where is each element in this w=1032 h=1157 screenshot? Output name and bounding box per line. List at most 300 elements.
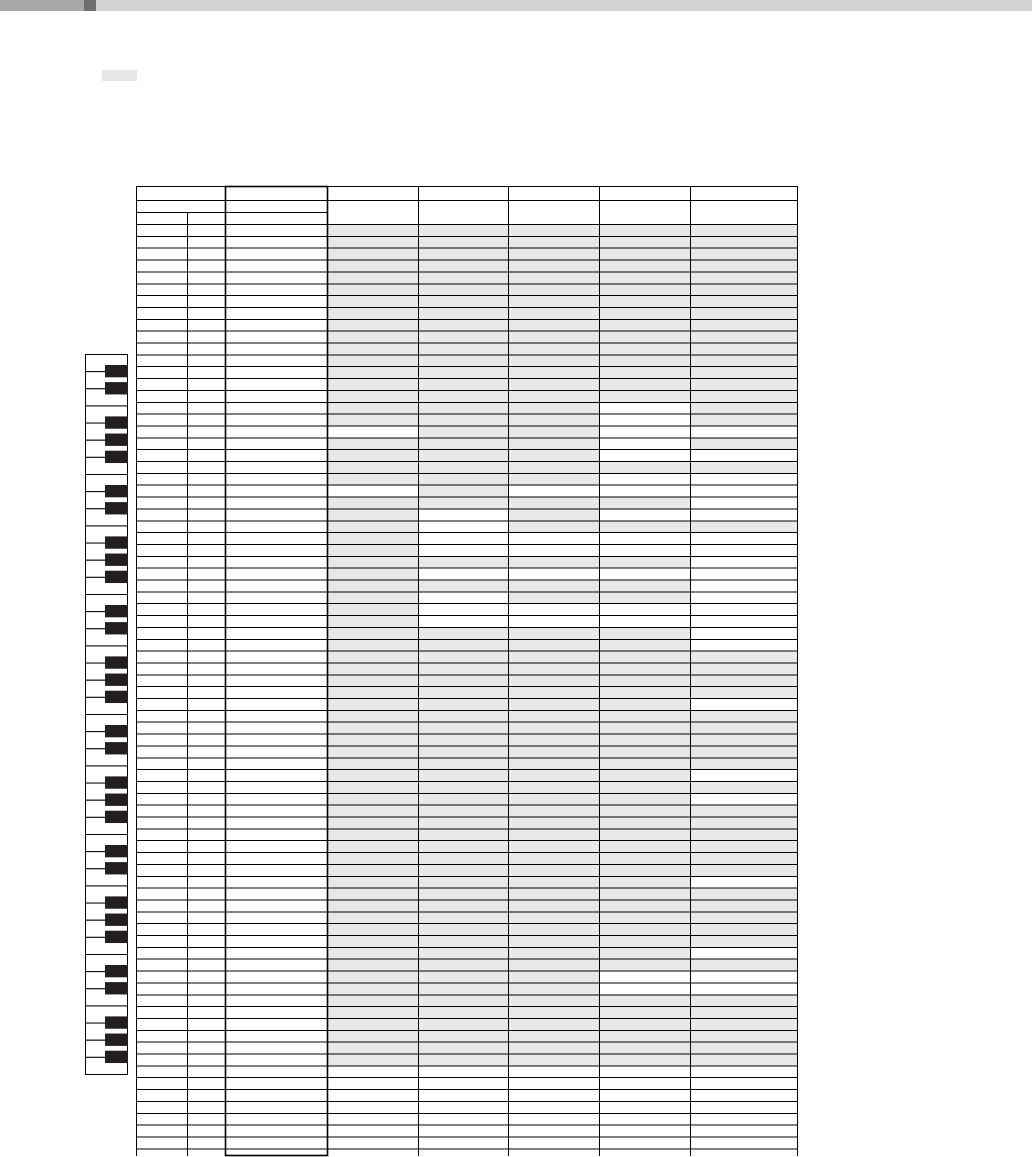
shaded-cell	[328, 805, 419, 817]
shaded-cell	[509, 864, 600, 876]
shaded-cell	[600, 959, 691, 971]
shaded-cell	[691, 734, 798, 746]
shaded-cell	[691, 912, 798, 924]
shaded-cell	[509, 343, 600, 355]
shaded-cell	[691, 722, 798, 734]
shaded-cell	[419, 497, 509, 509]
shaded-cell	[691, 710, 798, 722]
shaded-cell	[509, 817, 600, 829]
shaded-cell	[328, 734, 419, 746]
shaded-cell	[328, 853, 419, 865]
header-bar	[0, 0, 1032, 11]
black-key	[105, 862, 128, 874]
shaded-cell	[419, 841, 509, 853]
shaded-cell	[509, 663, 600, 675]
piano-keyboard	[85, 354, 128, 1074]
shaded-cell	[328, 781, 419, 793]
shaded-cell	[600, 236, 691, 248]
black-key	[105, 382, 128, 394]
shaded-cell	[328, 604, 419, 616]
shaded-cell	[691, 402, 798, 414]
shaded-cell	[419, 639, 509, 651]
shaded-cell	[691, 781, 798, 793]
shaded-cell	[328, 663, 419, 675]
black-key	[105, 571, 128, 583]
shaded-cell	[600, 343, 691, 355]
shaded-cell	[328, 758, 419, 770]
shaded-cell	[600, 781, 691, 793]
shaded-cell	[509, 829, 600, 841]
black-key	[105, 914, 128, 926]
shaded-cell	[691, 805, 798, 817]
black-key	[105, 434, 128, 446]
black-key	[105, 896, 128, 908]
shaded-cell	[419, 379, 509, 391]
shaded-cell	[691, 841, 798, 853]
shaded-cell	[600, 580, 691, 592]
header-tab-accent	[84, 0, 96, 11]
shaded-cell	[600, 521, 691, 533]
shaded-cell	[509, 438, 600, 450]
shaded-cell	[509, 805, 600, 817]
shaded-cell	[419, 817, 509, 829]
shaded-cell	[509, 1042, 600, 1054]
shaded-cell	[509, 995, 600, 1007]
shaded-cell	[600, 805, 691, 817]
shaded-cell	[419, 936, 509, 948]
shaded-cell	[328, 959, 419, 971]
shaded-cell	[328, 924, 419, 936]
shaded-cell	[691, 853, 798, 865]
black-key	[105, 982, 128, 994]
shaded-cell	[509, 651, 600, 663]
table-shading	[328, 225, 798, 1066]
shaded-cell	[509, 592, 600, 604]
shaded-cell	[328, 936, 419, 948]
shaded-cell	[509, 770, 600, 782]
shaded-cell	[600, 331, 691, 343]
shaded-cell	[600, 651, 691, 663]
shaded-cell	[691, 817, 798, 829]
shaded-cell	[328, 521, 419, 533]
shaded-cell	[600, 722, 691, 734]
shaded-cell	[691, 284, 798, 296]
shaded-cell	[600, 817, 691, 829]
shaded-cell	[691, 888, 798, 900]
shaded-cell	[691, 236, 798, 248]
shaded-cell	[328, 864, 419, 876]
shaded-cell	[600, 876, 691, 888]
shaded-cell	[509, 319, 600, 331]
shaded-cell	[600, 900, 691, 912]
shaded-cell	[691, 829, 798, 841]
shaded-cell	[419, 462, 509, 474]
shaded-cell	[691, 379, 798, 391]
shaded-cell	[419, 272, 509, 284]
shaded-cell	[509, 497, 600, 509]
shaded-cell	[600, 592, 691, 604]
black-key	[105, 674, 128, 686]
shaded-cell	[419, 912, 509, 924]
shaded-cell	[419, 307, 509, 319]
shaded-cell	[600, 758, 691, 770]
shaded-cell	[509, 710, 600, 722]
shaded-cell	[509, 272, 600, 284]
shaded-cell	[600, 307, 691, 319]
shaded-cell	[509, 841, 600, 853]
shaded-cell	[509, 781, 600, 793]
shaded-cell	[328, 580, 419, 592]
shaded-cell	[419, 556, 509, 568]
shaded-cell	[328, 983, 419, 995]
shaded-cell	[328, 912, 419, 924]
shaded-cell	[691, 687, 798, 699]
shaded-cell	[691, 746, 798, 758]
shaded-cell	[328, 746, 419, 758]
shaded-cell	[600, 627, 691, 639]
shaded-cell	[328, 971, 419, 983]
shaded-cell	[691, 438, 798, 450]
shaded-cell	[691, 343, 798, 355]
black-key	[105, 725, 128, 737]
shaded-cell	[600, 888, 691, 900]
shaded-cell	[600, 675, 691, 687]
shaded-cell	[328, 1007, 419, 1019]
shaded-cell	[328, 450, 419, 462]
shaded-cell	[328, 544, 419, 556]
shaded-cell	[419, 971, 509, 983]
shaded-cell	[509, 699, 600, 711]
shaded-cell	[419, 1054, 509, 1066]
shaded-cell	[600, 379, 691, 391]
shaded-cell	[509, 627, 600, 639]
shaded-cell	[509, 746, 600, 758]
shaded-cell	[419, 829, 509, 841]
black-key	[105, 794, 128, 806]
shaded-cell	[419, 663, 509, 675]
black-key	[105, 365, 128, 377]
shaded-cell	[419, 1007, 509, 1019]
shaded-cell	[691, 1042, 798, 1054]
black-key	[105, 605, 128, 617]
shaded-cell	[328, 888, 419, 900]
shaded-cell	[328, 379, 419, 391]
shaded-cell	[600, 936, 691, 948]
black-key	[105, 656, 128, 668]
shaded-cell	[600, 853, 691, 865]
shaded-cell	[328, 675, 419, 687]
shaded-cell	[509, 1054, 600, 1066]
shaded-cell	[328, 722, 419, 734]
shaded-cell	[509, 225, 600, 237]
shaded-cell	[419, 343, 509, 355]
shaded-cell	[509, 414, 600, 426]
shaded-cell	[419, 260, 509, 272]
shaded-cell	[600, 734, 691, 746]
shaded-cell	[509, 734, 600, 746]
shaded-cell	[600, 829, 691, 841]
shaded-cell	[691, 272, 798, 284]
shaded-cell	[419, 236, 509, 248]
shaded-cell	[419, 734, 509, 746]
black-key	[105, 502, 128, 514]
shaded-cell	[419, 485, 509, 497]
shaded-cell	[691, 307, 798, 319]
shaded-cell	[419, 959, 509, 971]
shaded-cell	[419, 1030, 509, 1042]
shaded-cell	[600, 864, 691, 876]
shaded-cell	[600, 639, 691, 651]
shaded-cell	[509, 284, 600, 296]
shaded-cell	[328, 497, 419, 509]
black-key	[105, 931, 128, 943]
shaded-cell	[419, 473, 509, 485]
shaded-cell	[419, 876, 509, 888]
shaded-cell	[328, 876, 419, 888]
shaded-cell	[419, 284, 509, 296]
shaded-cell	[600, 687, 691, 699]
shaded-cell	[419, 888, 509, 900]
highlight-column-frame	[226, 187, 328, 1156]
shaded-cell	[509, 722, 600, 734]
shaded-cell	[509, 296, 600, 308]
shaded-cell	[509, 355, 600, 367]
shaded-cell	[691, 663, 798, 675]
shaded-cell	[691, 1030, 798, 1042]
shaded-cell	[600, 556, 691, 568]
shaded-cell	[509, 675, 600, 687]
shaded-cell	[419, 426, 509, 438]
shaded-cell	[600, 1007, 691, 1019]
shaded-cell	[509, 473, 600, 485]
shaded-cell	[328, 236, 419, 248]
shaded-cell	[328, 414, 419, 426]
shaded-cell	[328, 319, 419, 331]
shaded-cell	[600, 497, 691, 509]
shaded-cell	[328, 462, 419, 474]
shaded-cell	[328, 402, 419, 414]
shaded-cell	[509, 450, 600, 462]
shaded-cell	[328, 1018, 419, 1030]
shaded-cell	[600, 947, 691, 959]
shaded-cell	[328, 248, 419, 260]
shaded-cell	[691, 260, 798, 272]
shaded-cell	[600, 912, 691, 924]
shaded-cell	[509, 924, 600, 936]
black-key	[105, 776, 128, 788]
shaded-cell	[419, 627, 509, 639]
shaded-cell	[509, 556, 600, 568]
shaded-cell	[328, 841, 419, 853]
shaded-cell	[509, 260, 600, 272]
shaded-cell	[509, 236, 600, 248]
black-key	[105, 1051, 128, 1063]
shaded-cell	[328, 1042, 419, 1054]
shaded-cell	[328, 533, 419, 545]
shaded-cell	[691, 390, 798, 402]
shaded-cell	[328, 1054, 419, 1066]
shaded-cell	[600, 225, 691, 237]
shaded-cell	[328, 710, 419, 722]
black-key	[105, 536, 128, 548]
shaded-cell	[691, 331, 798, 343]
shaded-cell	[600, 390, 691, 402]
shaded-cell	[509, 853, 600, 865]
shaded-cell	[328, 616, 419, 628]
shaded-cell	[509, 758, 600, 770]
shaded-cell	[328, 829, 419, 841]
shaded-cell	[509, 390, 600, 402]
shaded-cell	[328, 284, 419, 296]
shaded-cell	[600, 770, 691, 782]
shaded-cell	[691, 1018, 798, 1030]
black-key	[105, 965, 128, 977]
shaded-cell	[328, 995, 419, 1007]
shaded-cell	[419, 296, 509, 308]
shaded-cell	[419, 900, 509, 912]
section-label-box	[102, 70, 137, 81]
shaded-cell	[509, 900, 600, 912]
shaded-cell	[509, 1018, 600, 1030]
shaded-cell	[600, 248, 691, 260]
shaded-cell	[509, 876, 600, 888]
shaded-cell	[600, 1054, 691, 1066]
shaded-cell	[509, 793, 600, 805]
shaded-cell	[509, 912, 600, 924]
shaded-cell	[419, 864, 509, 876]
shaded-cell	[691, 900, 798, 912]
shaded-cell	[328, 1030, 419, 1042]
header-tab	[0, 0, 84, 11]
shaded-cell	[509, 462, 600, 474]
black-key	[105, 691, 128, 703]
shaded-cell	[419, 402, 509, 414]
shaded-cell	[600, 663, 691, 675]
shaded-cell	[328, 509, 419, 521]
shaded-cell	[691, 675, 798, 687]
shaded-cell	[691, 1054, 798, 1066]
black-key	[105, 416, 128, 428]
shaded-cell	[509, 402, 600, 414]
shaded-cell	[328, 900, 419, 912]
shaded-cell	[419, 1042, 509, 1054]
black-key	[105, 1034, 128, 1046]
shaded-cell	[600, 296, 691, 308]
shaded-cell	[419, 770, 509, 782]
shaded-cell	[328, 817, 419, 829]
shaded-cell	[691, 355, 798, 367]
shaded-cell	[600, 924, 691, 936]
shaded-cell	[600, 272, 691, 284]
shaded-cell	[419, 390, 509, 402]
shaded-cell	[328, 296, 419, 308]
shaded-cell	[328, 627, 419, 639]
shaded-cell	[419, 710, 509, 722]
shaded-cell	[600, 710, 691, 722]
shaded-cell	[328, 793, 419, 805]
shaded-cell	[600, 841, 691, 853]
shaded-cell	[328, 556, 419, 568]
shaded-cell	[509, 888, 600, 900]
shaded-cell	[328, 947, 419, 959]
shaded-cell	[328, 699, 419, 711]
shaded-cell	[419, 805, 509, 817]
shaded-cell	[509, 639, 600, 651]
shaded-cell	[691, 959, 798, 971]
shaded-cell	[691, 924, 798, 936]
shaded-cell	[419, 853, 509, 865]
shaded-cell	[328, 331, 419, 343]
shaded-cell	[419, 651, 509, 663]
black-key	[105, 845, 128, 857]
shaded-cell	[419, 367, 509, 379]
shaded-cell	[419, 450, 509, 462]
shaded-cell	[328, 438, 419, 450]
shaded-cell	[691, 248, 798, 260]
shaded-cell	[419, 580, 509, 592]
shaded-cell	[328, 770, 419, 782]
shaded-cell	[328, 687, 419, 699]
shaded-cell	[691, 319, 798, 331]
shaded-cell	[691, 225, 798, 237]
shaded-cell	[509, 307, 600, 319]
shaded-cell	[509, 426, 600, 438]
black-key	[105, 1016, 128, 1028]
shaded-cell	[419, 781, 509, 793]
shaded-cell	[600, 1042, 691, 1054]
shaded-cell	[691, 462, 798, 474]
shaded-cell	[600, 367, 691, 379]
shaded-cell	[328, 343, 419, 355]
shaded-cell	[419, 355, 509, 367]
shaded-cell	[419, 331, 509, 343]
shaded-cell	[419, 225, 509, 237]
black-key	[105, 742, 128, 754]
shaded-cell	[509, 947, 600, 959]
shaded-cell	[328, 639, 419, 651]
shaded-cell	[509, 580, 600, 592]
shaded-cell	[691, 651, 798, 663]
shaded-cell	[600, 319, 691, 331]
shaded-cell	[419, 1018, 509, 1030]
shaded-cell	[419, 438, 509, 450]
shaded-cell	[419, 722, 509, 734]
shaded-cell	[509, 936, 600, 948]
shaded-cell	[509, 509, 600, 521]
shaded-cell	[509, 521, 600, 533]
shaded-cell	[419, 699, 509, 711]
shaded-cell	[691, 864, 798, 876]
shaded-cell	[509, 367, 600, 379]
black-key	[105, 451, 128, 463]
shaded-cell	[600, 462, 691, 474]
black-key	[105, 811, 128, 823]
shaded-cell	[419, 924, 509, 936]
shaded-cell	[328, 592, 419, 604]
shaded-cell	[509, 331, 600, 343]
black-key	[105, 622, 128, 634]
shaded-cell	[328, 367, 419, 379]
shaded-cell	[328, 390, 419, 402]
shaded-cell	[509, 983, 600, 995]
shaded-cell	[691, 414, 798, 426]
shaded-cell	[419, 687, 509, 699]
data-table	[136, 186, 798, 1156]
shaded-cell	[419, 319, 509, 331]
shaded-cell	[419, 983, 509, 995]
shaded-cell	[600, 260, 691, 272]
black-key	[105, 485, 128, 497]
